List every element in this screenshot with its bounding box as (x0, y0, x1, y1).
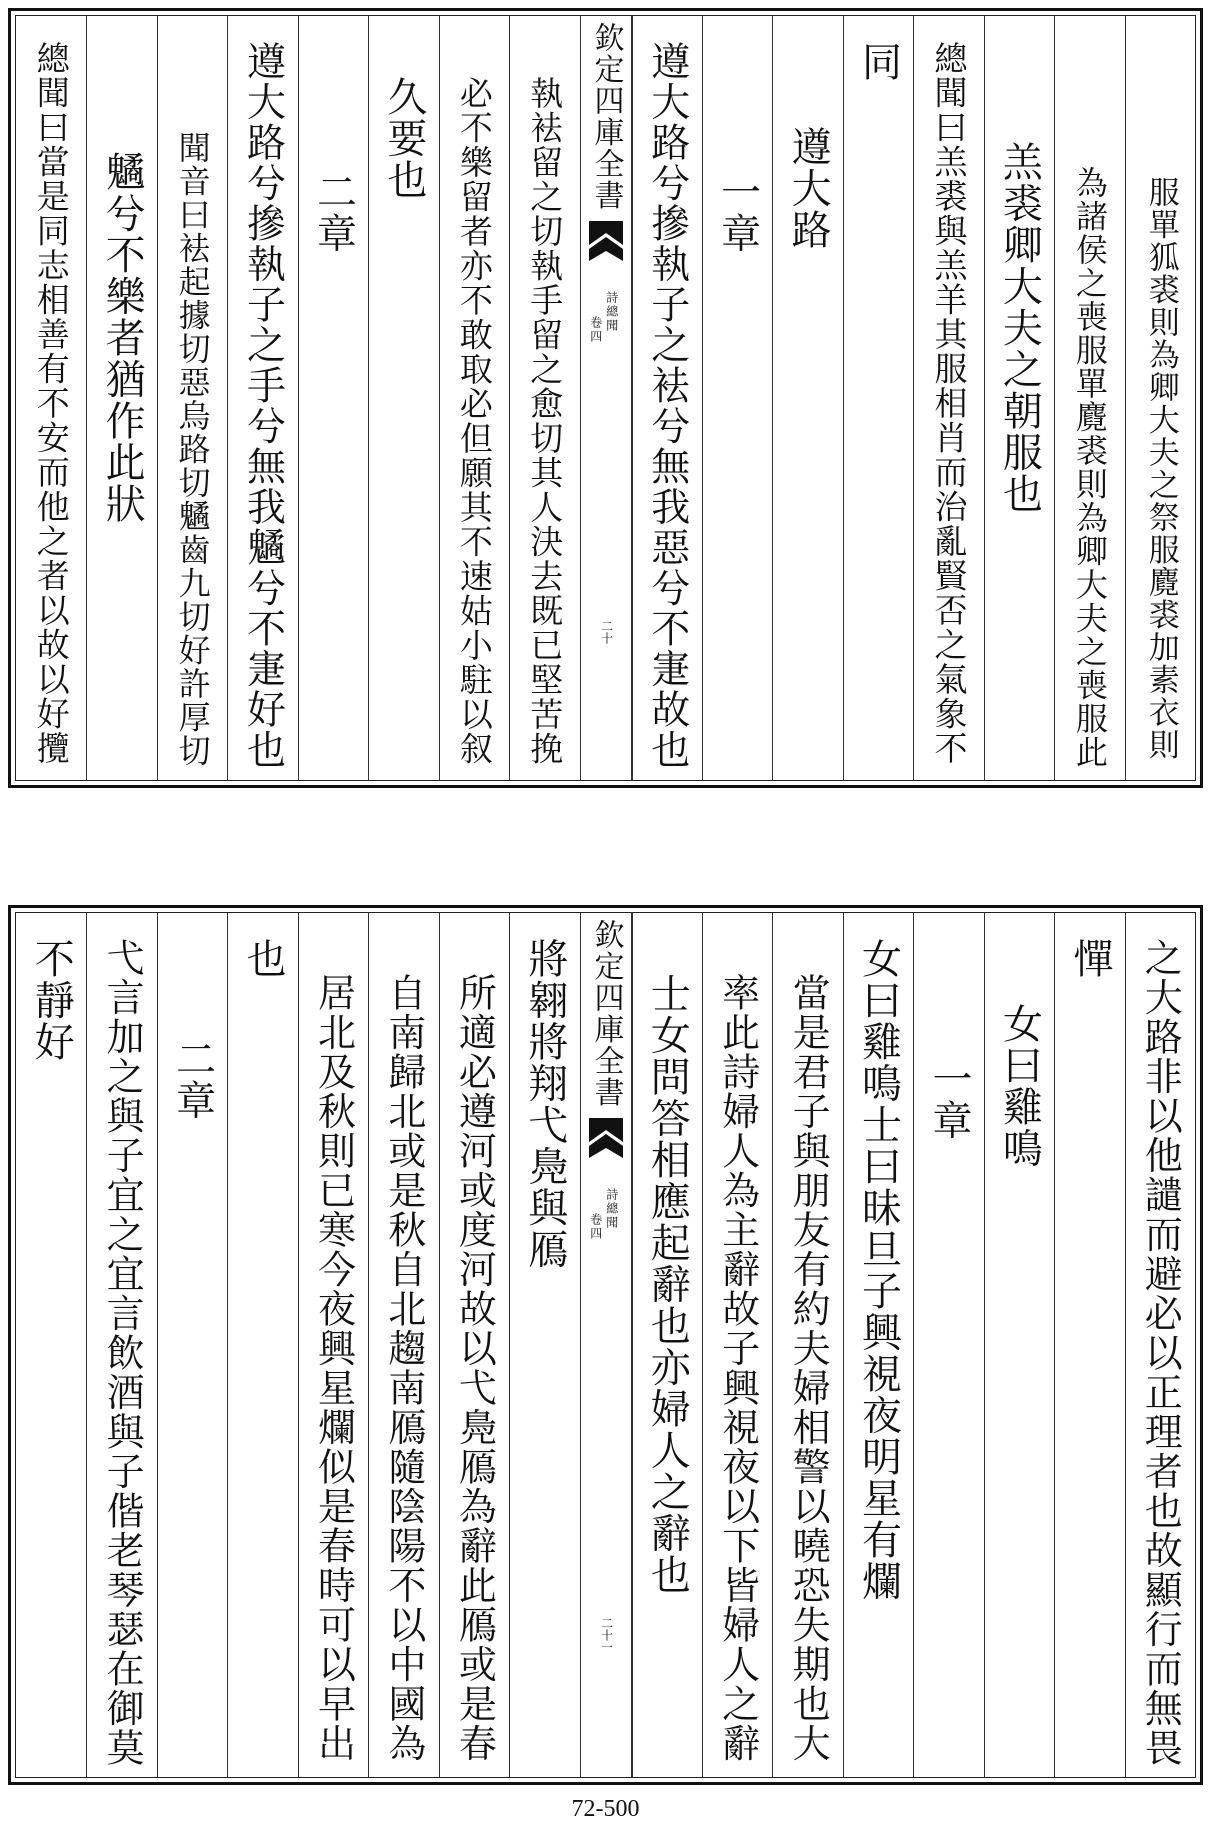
column-text: 率此詩婦人為主辭故子興視夜以下皆婦人之辭 (715, 973, 760, 1763)
text-column (702, 913, 772, 1777)
text-column (16, 16, 86, 780)
text-column (298, 16, 368, 780)
text-column (1054, 913, 1124, 1777)
column-text: 同 (855, 41, 902, 83)
column-text: 女曰雞鳴 (996, 1003, 1043, 1169)
column-text: 士女問答相應起辭也亦婦人之辭也 (644, 973, 691, 1596)
column-text: 之大路非以他譴而避必以正理者也故顯行而無畏 (1138, 938, 1183, 1768)
column-text: 弋言加之與子宜之宜言飲酒與子偕老琴瑟在御莫 (100, 938, 145, 1768)
column-text: 當是君子與朋友有約夫婦相警以曉恐失期也大 (786, 973, 831, 1763)
book-title-small: 詩總聞 (604, 291, 619, 333)
volume-label: 卷四 (588, 316, 603, 344)
column-text: 居北及秋則已寒今夜興星爛似是春時可以早出 (311, 973, 356, 1763)
text-column (984, 16, 1054, 780)
center-fold-column (580, 16, 632, 780)
text-column (509, 16, 579, 780)
text-column (772, 913, 842, 1777)
column-text: 䰬兮不樂者猶作此狀 (99, 151, 146, 525)
text-column (772, 16, 842, 780)
column-text: 二章 (169, 1038, 216, 1121)
page-footer-number: 72-500 (571, 1796, 640, 1822)
column-text: 總聞曰當是同志相善有不安而他之者以故以好攬 (31, 41, 71, 766)
folio-number: 二十 (599, 620, 614, 644)
text-column (913, 16, 983, 780)
fishtail-marker-icon (589, 221, 623, 261)
top-page-inner-border (15, 15, 1196, 781)
text-column (227, 913, 297, 1777)
text-column (632, 913, 702, 1777)
top-page-frame (8, 8, 1203, 788)
column-text: 將翱將翔弋鳧與鴈 (521, 938, 568, 1270)
column-text: 執袪留之切執手留之愈切其人決去既已堅苦挽 (525, 76, 565, 766)
collection-title: 欽定四庫全書 (588, 919, 624, 1108)
text-column (16, 913, 86, 1777)
column-text: 必不樂留者亦不敢取必但願其不速姑小駐以叙 (454, 76, 494, 766)
folio-number: 二十一 (599, 1617, 614, 1653)
bottom-page-frame (8, 905, 1203, 1785)
column-text: 憚 (1066, 938, 1113, 980)
text-column (86, 16, 156, 780)
column-text: 所適必遵河或度河故以弋鳧鴈為辭此鴈或是春 (452, 973, 497, 1763)
column-text: 也 (240, 938, 287, 980)
bottom-page-inner-border (15, 912, 1196, 1778)
volume-label: 卷四 (588, 1213, 603, 1241)
text-column (1125, 16, 1195, 780)
column-text: 總聞曰羔裘與羔羊其服相肖而治亂賢否之氣象不 (929, 41, 969, 766)
column-text: 一章 (714, 171, 761, 254)
column-text: 為諸侯之喪服單麑裘則為卿大夫之喪服此 (1070, 166, 1109, 769)
book-title-small: 詩總聞 (604, 1188, 619, 1230)
text-column (439, 16, 509, 780)
center-fold-column (580, 913, 632, 1777)
text-column (86, 913, 156, 1777)
column-text: 自南歸北或是秋自北趨南鴈隨陰陽不以中國為 (381, 973, 426, 1763)
column-text: 羔裘卿大夫之朝服也 (996, 141, 1043, 515)
collection-title: 欽定四庫全書 (588, 22, 624, 211)
column-text: 聞音曰袪起據切惡烏路切䰬齒九切好許厚切 (173, 131, 212, 768)
text-column (632, 16, 702, 780)
column-text: 服單狐裘則為卿大夫之祭服麑裘加素衣則 (1142, 176, 1179, 761)
text-column (368, 913, 438, 1777)
text-column (509, 913, 579, 1777)
column-text: 遵大路 (785, 126, 832, 251)
text-column (913, 913, 983, 1777)
fishtail-marker-icon (589, 1118, 623, 1158)
column-text: 女曰雞鳴士曰昧旦子興視夜明星有爛 (855, 938, 902, 1602)
text-column (298, 913, 368, 1777)
text-column (368, 16, 438, 780)
text-column (1125, 913, 1195, 1777)
column-text: 遵大路兮摻執子之手兮無我䰬兮不寁好也 (240, 41, 286, 770)
text-column (702, 16, 772, 780)
text-column (157, 16, 227, 780)
text-column (843, 913, 913, 1777)
text-column (984, 913, 1054, 1777)
text-column (439, 913, 509, 1777)
text-column (843, 16, 913, 780)
text-column (157, 913, 227, 1777)
column-text: 遵大路兮摻執子之袪兮無我惡兮不寁故也 (644, 41, 690, 770)
column-text: 久要也 (380, 76, 427, 201)
column-text: 不靜好 (28, 938, 75, 1063)
column-text: 二章 (310, 171, 357, 254)
text-column (1054, 16, 1124, 780)
column-text: 一章 (925, 1058, 972, 1141)
text-column (227, 16, 297, 780)
